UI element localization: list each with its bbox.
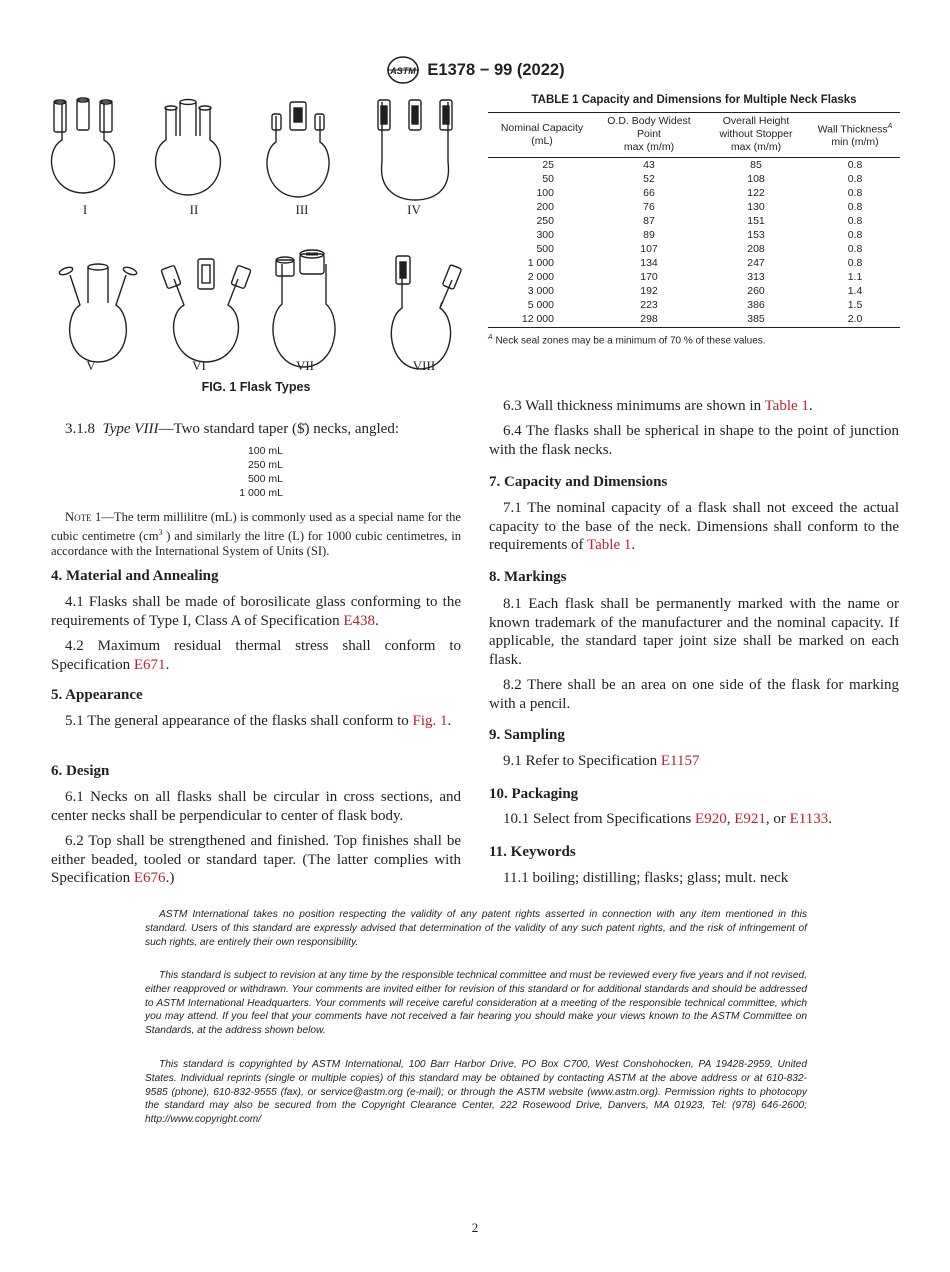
- table-cell: 122: [747, 187, 765, 199]
- flask-type-6: [161, 259, 251, 362]
- flask-drawings: [30, 92, 470, 382]
- table-cell: 66: [643, 187, 655, 199]
- paragraph-4-2: 4.2 Maximum residual thermal stress shall conform to Specification E671.: [51, 638, 461, 673]
- capacity-table: [488, 94, 900, 346]
- table-cell: 386: [747, 299, 765, 311]
- table-row: [488, 158, 900, 173]
- paragraph-6-2: 6.2 Top shall be strengthened and finished. Top finishes shall be either beaded, tooled or standard taper. (The latter complies with Specification E676.): [51, 833, 461, 886]
- table-cell: 170: [640, 271, 658, 283]
- table-cell: 108: [747, 173, 765, 185]
- table-cell: 0.8: [847, 215, 863, 227]
- flask-type-1: [52, 98, 115, 193]
- heading-keywords: 11. Keywords: [489, 844, 576, 860]
- heading-appearance: 5. Appearance: [51, 687, 143, 703]
- paragraph-7-1: 7.1 The nominal capacity of a flask shall not exceed the actual capacity to the base of the neck. Dimensions shall conform to the requirements of Table 1.: [489, 500, 899, 553]
- paragraph-6-1: 6.1 Necks on all flasks shall be circular in cross sections, and center necks shall be perpendicular to center of flask body.: [51, 789, 461, 824]
- table-cell: 247: [747, 257, 765, 269]
- table-cell: 0.8: [847, 173, 863, 185]
- heading-packaging: 10. Packaging: [489, 786, 579, 802]
- table-cell: 50: [542, 173, 554, 185]
- table-body: [488, 158, 900, 328]
- section-3-1-8: 3.1.8 Type VIII—Two standard taper ($̄) necks, angled:: [65, 421, 400, 437]
- table-cell: 85: [750, 159, 762, 171]
- table-cell: 0.8: [847, 159, 863, 171]
- header-wall-thickness: Wall Thickness$^A$ min (m/m): [810, 113, 900, 158]
- svg-text:ASTM: ASTM: [390, 66, 417, 76]
- heading-material-annealing: 4. Material and Annealing: [51, 568, 219, 584]
- flask-label-5: V: [86, 358, 96, 373]
- table-cell: 52: [643, 173, 655, 185]
- link-table-1-a[interactable]: Table 1: [764, 398, 809, 414]
- table-cell: 313: [747, 271, 765, 283]
- table-cell: 385: [702, 312, 810, 328]
- link-e1157[interactable]: E1157: [660, 753, 700, 769]
- flask-type-3: [267, 102, 329, 197]
- table-cell: 260: [747, 285, 765, 297]
- table-cell: 25: [542, 159, 554, 171]
- table-row: [488, 284, 900, 298]
- table-row: [488, 270, 900, 284]
- heading-design: 6. Design: [51, 763, 110, 779]
- flask-type-5: [58, 264, 137, 362]
- link-fig-1[interactable]: Fig. 1: [412, 713, 448, 729]
- paragraph-9-1: 9.1 Refer to Specification E1157: [503, 753, 700, 769]
- paragraph-10-1: 10.1 Select from Specifications E920, E921, or E1133.: [503, 811, 832, 827]
- table-row: [488, 214, 900, 228]
- table-header-row: [488, 113, 900, 158]
- table-cell: 0.8: [847, 187, 863, 199]
- heading-capacity-dimensions: 7. Capacity and Dimensions: [489, 474, 668, 490]
- paragraph-6-3: 6.3 Wall thickness minimums are shown in Table 1.: [503, 398, 813, 414]
- page-number: 2: [471, 1220, 479, 1235]
- header-height: Overall Height without Stopper max (m/m): [702, 113, 810, 158]
- paragraph-4-1: 4.1 Flasks shall be made of borosilicate glass conforming to the requirements of Type I, Class A of Specification E438.: [51, 594, 461, 629]
- table-cell: 12 000: [488, 312, 596, 328]
- flask-label-4: IV: [407, 202, 421, 217]
- table-cell: 2 000: [527, 271, 554, 283]
- table-cell: 200: [536, 201, 554, 213]
- table-row: [488, 172, 900, 186]
- table-cell: 223: [640, 299, 658, 311]
- flask-label-6: VI: [192, 358, 206, 373]
- table-cell: 151: [747, 215, 765, 227]
- table-row: [488, 200, 900, 214]
- astm-logo: [385, 55, 421, 85]
- table-cell: 1.1: [847, 271, 863, 283]
- table-row: [488, 298, 900, 312]
- table-cell: 107: [640, 243, 658, 255]
- table-cell: 250: [536, 215, 554, 227]
- link-e920[interactable]: E920: [695, 811, 727, 827]
- table-cell: 130: [747, 201, 765, 213]
- copyright-notice: This standard is copyrighted by ASTM International, 100 Barr Harbor Drive, PO Box C700, West Conshohocken, PA 19428-2959, United States. Individual reprints (single or multiple copies) of this standard may be obtained by contacting ASTM at the above address or at 610-832-9585 (phone), 610-832-9555 (fax), or service@astm.org (e-mail); or through the ASTM website (www.astm.org). Permission rights to photocopy the standard may also be secured from the Copyright Clearance Center, 222 Rosewood Drive, Danvers, MA 01923, Tel: (978) 646-2600; http://www.copyright.com/: [145, 1059, 807, 1126]
- table-cell: 76: [643, 201, 655, 213]
- paragraph-5-1: 5.1 The general appearance of the flasks shall conform to Fig. 1.: [65, 713, 452, 729]
- table-caption: TABLE 1 Capacity and Dimensions for Multiple Neck Flasks: [531, 94, 857, 106]
- header-capacity: Nominal Capacity (mL): [488, 113, 596, 158]
- table-row: [488, 242, 900, 256]
- volume-list: 100 mL 250 mL 500 mL 1 000 mL: [239, 445, 283, 499]
- header-od: O.D. Body Widest Point max (m/m): [596, 113, 702, 158]
- table-cell: 500: [536, 243, 554, 255]
- flask-label-7: VII: [295, 358, 315, 373]
- table-cell: 1.4: [847, 285, 863, 297]
- heading-markings: 8. Markings: [489, 569, 567, 585]
- link-e921[interactable]: E921: [734, 811, 766, 827]
- table-cell: 0.8: [847, 257, 863, 269]
- link-e671[interactable]: E671: [133, 656, 166, 673]
- flask-type-2: [156, 100, 221, 196]
- flask-label-2: II: [189, 202, 199, 217]
- table-cell: 153: [747, 229, 765, 241]
- link-table-1-b[interactable]: Table 1: [587, 537, 632, 553]
- flask-type-4: [378, 100, 452, 200]
- flask-label-8: VIII: [412, 358, 436, 373]
- page-header: [0, 54, 950, 86]
- flask-type-8: [391, 256, 461, 369]
- table-row: [488, 312, 900, 328]
- table-cell: 2.0: [810, 312, 900, 328]
- table-cell: 134: [640, 257, 658, 269]
- figure-caption: FIG. 1 Flask Types: [201, 380, 311, 394]
- paragraph-8-1: 8.1 Each flask shall be permanently marked with the name or known trademark of the manufacturer and the nominal capacity. If applicable, the standard taper joint size shall be marked on each flask.: [489, 596, 899, 668]
- paragraph-8-2: 8.2 There shall be an area on one side of the flask for marking with a pencil.: [489, 677, 899, 712]
- table-cell: 87: [643, 215, 655, 227]
- table-cell: 89: [643, 229, 655, 241]
- note-1: Note 1—The term millilitre (mL) is commonly used as a special name for the cubic centimetre ($cm^3$ ) and similarly the litre (L) for 1000 cubic centimetres, in accordance with the International System of Units (SI).: [51, 510, 461, 559]
- table-cell: 100: [536, 187, 554, 199]
- revision-disclaimer: This standard is subject to revision at any time by the responsible technical committee and must be reviewed every five years and if not revised, either reapproved or withdrawn. Your comments are invited either for revision of this standard or for additional standards and should be addressed to ASTM International Headquarters. Your comments will receive careful consideration at a meeting of the responsible technical committee, which you may attend. If you feel that your comments have not received a fair hearing you should make your views known to the ASTM Committee on Standards, at the address shown below.: [145, 970, 807, 1037]
- table-cell: 3 000: [527, 285, 554, 297]
- table-cell: 298: [596, 312, 702, 328]
- heading-sampling: 9. Sampling: [489, 727, 565, 743]
- table-cell: 0.8: [847, 243, 863, 255]
- flask-label-3: III: [295, 202, 309, 217]
- table-cell: 300: [536, 229, 554, 241]
- table-cell: 1.5: [847, 299, 863, 311]
- paragraph-11-1: 11.1 boiling; distilling; flasks; glass; mult. neck: [503, 870, 789, 886]
- table-row: [488, 256, 900, 270]
- table-cell: 1 000: [527, 257, 554, 269]
- dimensions-table: [488, 112, 900, 328]
- table-cell: 43: [643, 159, 655, 171]
- table-cell: 208: [747, 243, 765, 255]
- table-row: [488, 186, 900, 200]
- flask-label-1: I: [82, 202, 88, 217]
- paragraph-6-4: 6.4 The flasks shall be spherical in shape to the point of junction with the flask necks.: [489, 423, 899, 458]
- patent-disclaimer: ASTM International takes no position respecting the validity of any patent rights asserted in connection with any item mentioned in this standard. Users of this standard are expressly advised that determination of the validity of any such patent rights, and the risk of infringement of such rights, are entirely their own responsibility.: [145, 909, 807, 948]
- flask-types-figure: [30, 92, 470, 402]
- table-cell: 0.8: [847, 201, 863, 213]
- link-e676[interactable]: E676: [133, 870, 166, 886]
- link-e438[interactable]: E438: [343, 612, 376, 629]
- table-footnote: $^A$ Neck seal zones may be a minimum of 70 % of these values.: [488, 334, 766, 347]
- table-cell: 5 000: [527, 299, 554, 311]
- table-cell: 192: [640, 285, 658, 297]
- flask-type-7: [273, 250, 335, 367]
- link-e1133[interactable]: E1133: [789, 811, 829, 827]
- document-designation: E1378 − 99 (2022): [427, 60, 565, 79]
- table-row: [488, 228, 900, 242]
- table-cell: 0.8: [847, 229, 863, 241]
